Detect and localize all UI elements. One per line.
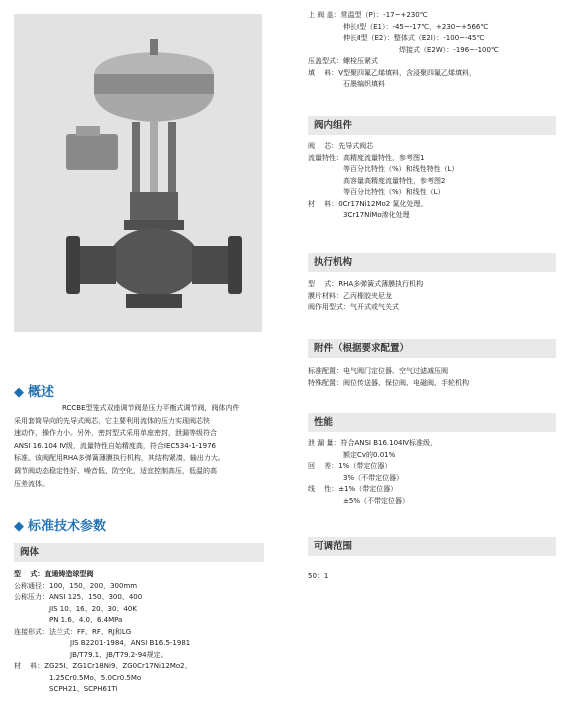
spec-line: 阀 芯：先导式阀芯: [308, 142, 374, 150]
spec-line: 阀作用型式：气开式或气关式: [308, 303, 399, 311]
spec-line: 填 料：V型聚四氟乙烯填料，含浸聚四氟乙烯填料，: [308, 68, 477, 77]
overview-line: 标准。该阀配用RHA多弹簧薄膜执行机构，其结构紧凑，输出力大。: [14, 454, 225, 463]
spec-line: 回 差：1%（带定位器）: [308, 462, 392, 470]
overview-line: 压差流体。: [14, 479, 49, 488]
bonnet-spec-list: [308, 10, 499, 91]
spec-line: 公称压力：ANSI 125、150、300、400: [14, 593, 143, 601]
section-bar-accessories: 附件（根据要求配置）: [308, 339, 556, 358]
spec-line: 等百分比特性（%）和线性特性（L）: [308, 165, 459, 173]
spec-line: 额定Cv的0.01%: [308, 450, 396, 459]
spec-line: ±5%（不带定位器）: [308, 496, 409, 505]
spec-line: 泄 漏 量：符合ANSI B16.104Ⅳ标准级，: [308, 439, 437, 447]
spec-line: 伸长Ⅰ型（E1）：-45~-17℃，+230~+566℃: [308, 22, 489, 31]
accessories-spec-list: [308, 366, 469, 389]
specs-title: 标准技术参数: [28, 519, 107, 534]
spec-line: 公称通径：100，150，200，300mm: [14, 581, 138, 590]
spec-line: 1.25Cr0.5Mo、5.0Cr0.5Mo: [14, 673, 142, 682]
overview-paragraph: [14, 402, 264, 490]
spec-line: 型 式：RHA多弹簧式薄膜执行机构: [308, 280, 424, 288]
overview-line: ANSI 16.104 Ⅳ级，流量特性自始精度高，符合IEC534-1-1976: [14, 441, 216, 450]
spec-line: 3%（不带定位器）: [308, 473, 404, 482]
section-bar-actuator: 执行机构: [308, 253, 556, 272]
spec-line: 伸长Ⅱ型（E2）：整体式（E2I）：-100~-45℃: [308, 34, 485, 42]
spec-line: JIS B2201-1984，ANSI B16.5-1981: [14, 639, 191, 647]
section-bar-performance: 性能: [308, 413, 556, 432]
spec-line: 上 阀 盖：常温型（P）：-17~+230℃: [308, 11, 428, 19]
spec-line: 高容量高精度流量特性，参考图2: [308, 176, 446, 185]
spec-line: SCPH21、SCPH61Ti: [14, 685, 118, 693]
spec-line: 型 式：直通铸造球型阀: [14, 570, 94, 578]
spec-line: JB/T79.1、JB/T79.2-94规定。: [14, 650, 168, 659]
spec-line: 膜片材料：乙丙橡胶夹尼龙: [308, 291, 392, 300]
section-bar-internals: 阀内组件: [308, 116, 556, 135]
spec-line: 压盖型式：螺栓压紧式: [308, 57, 378, 65]
actuator-spec-list: [308, 279, 423, 314]
valve-photo: [14, 14, 262, 332]
overview-heading: [14, 381, 54, 400]
spec-line: 材 料：ZG25Ⅰ、ZG1Cr18Ni9、ZG0Cr17Ni12Mo2、: [14, 662, 192, 670]
overview-line: 速动作，操作力小。另外，密封型式采用单座密封，泄漏等级符合: [14, 429, 217, 438]
overview-title: 概述: [28, 385, 55, 400]
rangeability-value: 50：1: [308, 572, 329, 580]
spec-line: 3Cr17NiMo渗化处理: [308, 211, 410, 219]
internals-spec-list: [308, 141, 459, 222]
spec-line: JIS 10、16、20、30、40K: [14, 604, 137, 613]
spec-line: 材 料：0Cr17Ni12Mo2 氮化处理、: [308, 199, 428, 208]
spec-line: 石墨编织填料: [308, 80, 385, 88]
spec-line: 线 性：±1%（带定位器）: [308, 485, 398, 493]
performance-spec-list: [308, 438, 437, 507]
spec-line: 等百分比特性（%）和线性（L）: [308, 188, 445, 196]
spec-line: PN 1.6、4.0、6.4MPa: [14, 616, 123, 624]
control-valve-icon: [14, 14, 262, 332]
body-spec-list: [14, 569, 192, 696]
section-bar-rangeability: 可调范围: [308, 537, 556, 556]
diamond-icon: ◆: [14, 385, 24, 400]
overview-line: 调节阀动态稳定性好、噪音低、防空化，适宜控制高压，低温的高: [14, 466, 217, 475]
overview-line: 采用套筒导向的先导式阀芯，它主要利用流体的压力实现阀芯快: [14, 416, 210, 425]
spec-line: 焊接式（E2W）：-196~-100℃: [308, 45, 499, 54]
spec-line: 连接形式：法兰式：FF、RF、RJ和LG: [14, 627, 132, 636]
section-bar-body: 阀体: [14, 543, 264, 562]
spec-line: 标准配置：电气阀门定位器、空气过滤减压阀: [308, 367, 448, 375]
diamond-icon: ◆: [14, 519, 24, 534]
spec-line: 特殊配置：阀位传送器、保位阀、电磁阀、手轮机构: [308, 378, 469, 387]
overview-line: RCCBE型笼式双座调节阀是压力平衡式调节阀，阀体内件: [62, 404, 240, 412]
specs-heading: [14, 515, 106, 534]
spec-line: 流量特性：高精度流量特性，参考图1: [308, 153, 425, 162]
